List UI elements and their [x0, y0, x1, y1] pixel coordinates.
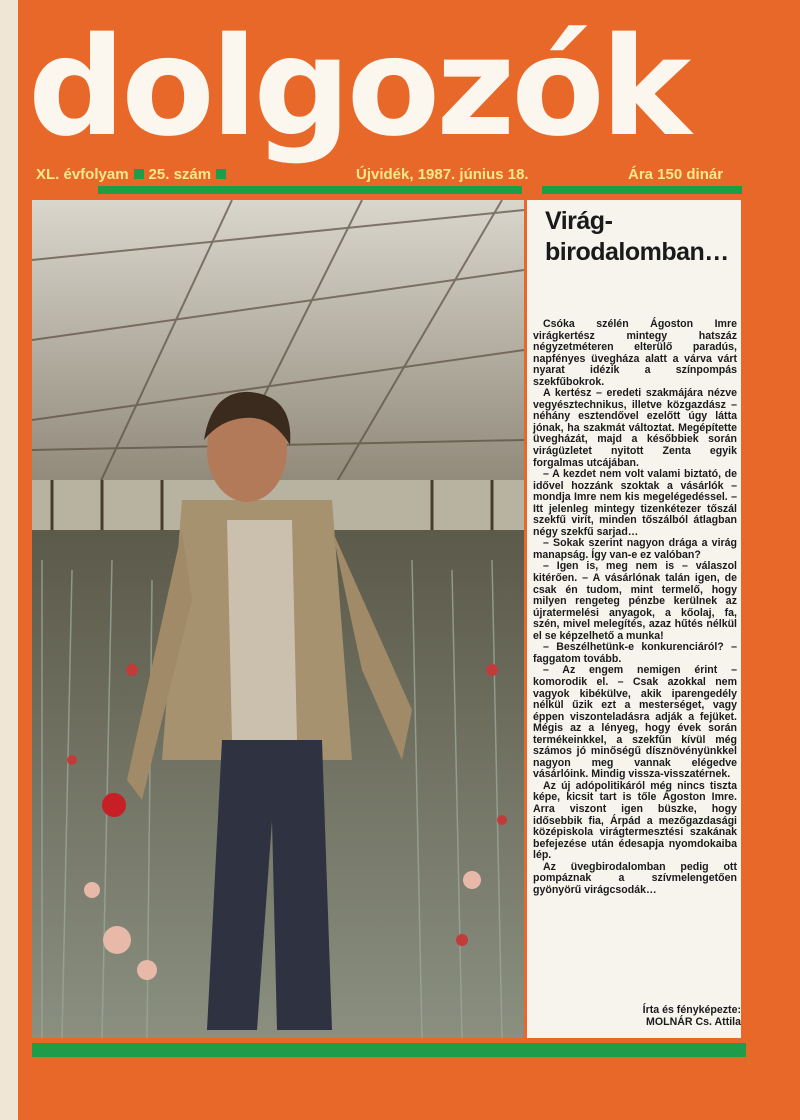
article-credit — [533, 1004, 741, 1028]
credit-label: Írta és fényképezte: — [642, 1004, 741, 1016]
article-paragraph: – Igen is, meg nem is – válaszol kitérően. – A vásárlónak talán igen, de csak én tudom, mint termelő, hogy milyen rengeteg pénzbe kerülnek az újratermelési anyagok, a kőolaj, fa, szén, mivel melegítés, azaz hűtés nélkül el se képzelhető a munka! — [533, 560, 737, 642]
article-paragraph: Az üvegbirodalomban pedig ott pompáznak a szívmelengetően gyönyörű virágcsodák… — [533, 860, 737, 896]
issue-volume-number — [36, 166, 231, 183]
article-body — [533, 319, 737, 896]
article-paragraph: – Beszélhetünk-e konkurenciáról? – faggatom tovább. — [533, 641, 737, 665]
issue-place-date: Újvidék, 1987. június 18. — [356, 166, 529, 183]
cover-photo — [32, 200, 524, 1038]
page-edge — [0, 0, 18, 1120]
article-paragraph: – A kezdet nem volt valami biztató, de idővel hozzánk szoktak a vásárlók – mondja Imre nem kis megelégedéssel. – Itt jelenleg mintegy tizenkétezer tőszál szekfű virít, minden tőszálból átlagban négy szekfű sarjad… — [533, 468, 737, 538]
green-rule — [98, 186, 522, 194]
article-headline-line2: birodalomban… — [545, 238, 729, 266]
article-paragraph: Csóka szélén Ágoston Imre virágkertész mintegy hatszáz négyzetméteren elterülő paradús, napfényes üvegháza alatt a várva várt nyarat idézik a színpompás szekfűbokrok. — [533, 318, 737, 388]
article-paragraph: – Sokak szerint nagyon drága a virág manapság. Így van-e ez valóban? — [533, 537, 737, 561]
article-paragraph: Az új adópolitikáról még nincs tiszta képe, kicsit tart is tőle Ágoston Imre. Arra viszont igen büszke, hogy idősebbik fia, Árpád a mezőgazdasági középiskola virágtermesztési szakának befejezése után édesapja nyomdokaiba lép. — [533, 779, 737, 862]
article-headline-line1: Virág- — [545, 207, 613, 235]
square-bullet-icon — [216, 169, 226, 179]
masthead-title: dolgozók — [28, 9, 688, 167]
article-headline — [545, 206, 729, 268]
green-rule-bottom — [32, 1043, 746, 1057]
issue-number: 25. szám — [148, 166, 212, 183]
greenhouse-photo-illustration — [32, 200, 524, 1038]
article-paragraph: – Az engem nemigen érint – komorodik el. – Csak azokkal nem vagyok kibékülve, akik iparengedély nélkül űzik ezt a mesterséget, vagy éppen viszonteladásra adják a fejüket. Mégis az a lényeg, hogy évek során termékeinkkel, a szekfűn kívül még számos jó minőségű dísznövényünkkel nagyon meg vannak elégedve vásárlóink. Mindig vissza-visszatérnek. — [533, 664, 737, 781]
green-rule — [542, 186, 742, 194]
issue-price: Ára 150 dinár — [628, 166, 724, 183]
credit-author: MOLNÁR Cs. Attila — [646, 1016, 741, 1028]
article-paragraph: A kertész – eredeti szakmájára nézve vegyésztechnikus, illetve közgazdász – néhány esztendővel ezelőtt úgy látta jónak, ha szakmát változtat. Megépítette üvegházát, majd a későbbiek során virágüzletet nyitott Zenta egyik forgalmas utcájában. — [533, 387, 737, 469]
issue-volume: XL. évfolyam — [36, 166, 129, 183]
square-bullet-icon — [134, 169, 144, 179]
